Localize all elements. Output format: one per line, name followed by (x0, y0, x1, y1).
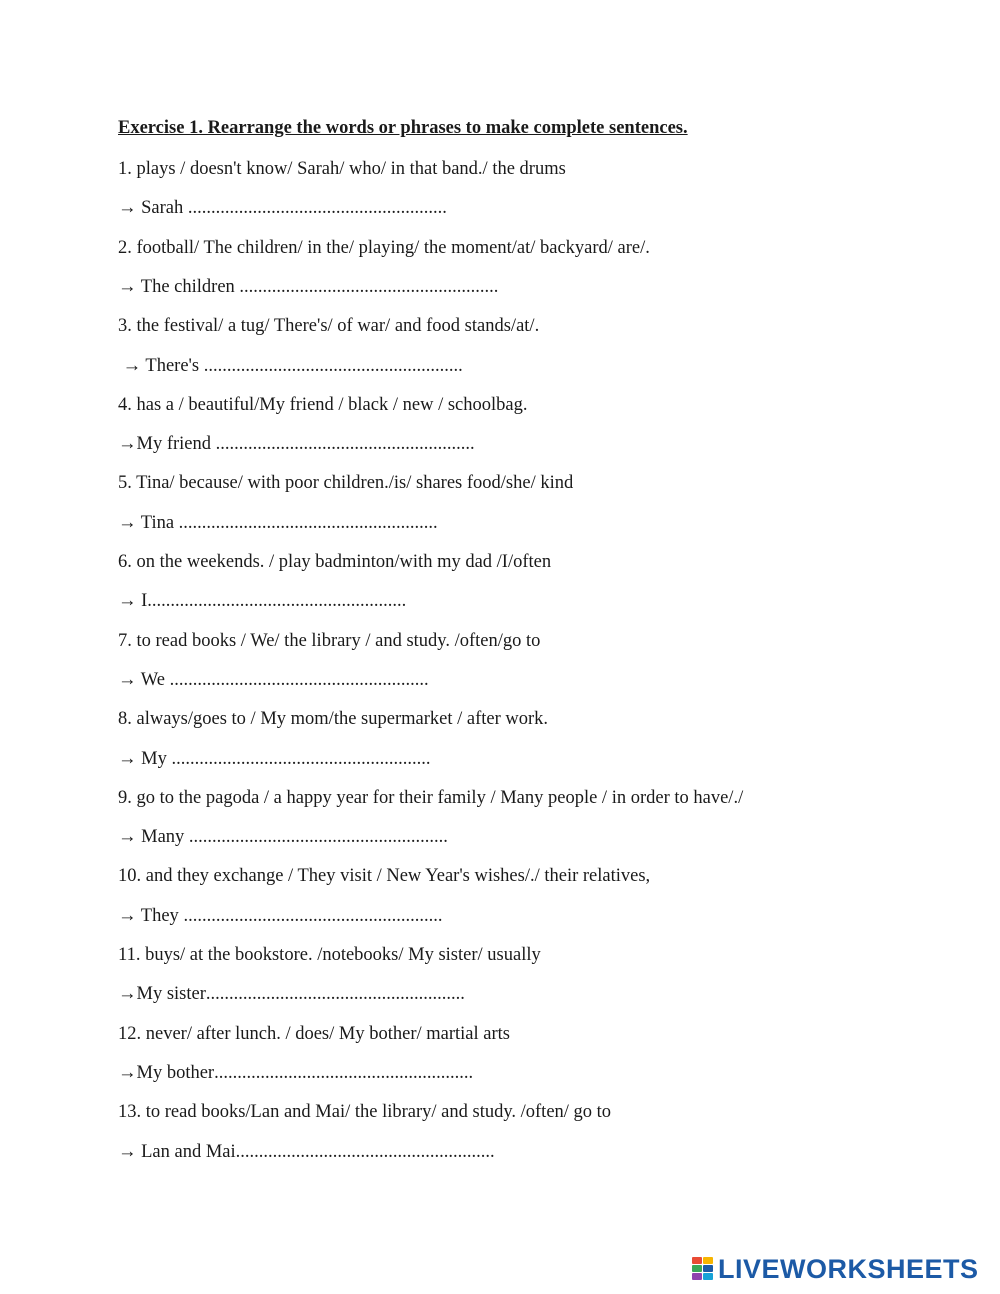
question-prompt: 4. has a / beautiful/My friend / black / new / schoolbag. (118, 394, 528, 415)
answer-row (118, 511, 479, 535)
answer-row (118, 982, 506, 1006)
answer-prefix: → Many (118, 827, 189, 848)
answer-input[interactable] (171, 749, 471, 770)
question-prompt: 10. and they exchange / They visit / New Year's wishes/./ their relatives, (118, 866, 651, 887)
answer-row (118, 275, 539, 299)
question-prompt: 13. to read books/Lan and Mai/ the library/ and study. /often/ go to (118, 1102, 612, 1123)
question-prompt: 1. plays / doesn't know/ Sarah/ who/ in that band./ the drums (118, 159, 566, 179)
answer-input[interactable] (214, 1063, 514, 1084)
question-prompt: 5. Tina/ because/ with poor children./is/ shares food/she/ kind (118, 473, 574, 494)
answer-input[interactable] (206, 984, 506, 1005)
answer-row (118, 432, 516, 456)
question-prompt: 3. the festival/ a tug/ There's/ of war/ and food stands/at/. (118, 316, 540, 337)
answer-input[interactable] (183, 906, 483, 927)
answer-input[interactable] (189, 827, 489, 848)
logo-text: LIVEWORKSHEETS (718, 1254, 979, 1284)
answer-prefix: → Lan and Mai (118, 1141, 236, 1162)
answer-input[interactable] (204, 356, 504, 377)
answer-row (118, 1061, 514, 1085)
answer-prefix: → We (118, 669, 170, 690)
answer-prefix: →My bother (118, 1062, 215, 1083)
question-prompt: 2. football/ The children/ in the/ playing/ the moment/at/ backyard/ are/. (118, 237, 650, 258)
answer-prefix: → There's (118, 355, 204, 376)
answer-prefix: → I (118, 591, 148, 612)
answer-prefix: → Tina (118, 512, 179, 533)
answer-row (118, 904, 483, 928)
question-prompt: 8. always/goes to / My mom/the supermarket / after work. (118, 709, 549, 730)
answer-prefix: →My friend (118, 434, 216, 455)
answer-row (118, 668, 470, 692)
question-prompt: 7. to read books / We/ the library / and study. /often/go to (118, 630, 541, 651)
answer-row (118, 747, 471, 771)
question-prompt: 12. never/ after lunch. / does/ My bother/ martial arts (118, 1023, 510, 1044)
question-prompt: 11. buys/ at the bookstore. /notebooks/ My sister/ usually (118, 945, 541, 965)
answer-input[interactable] (147, 591, 447, 612)
answer-prefix: → The children (118, 276, 240, 297)
answer-input[interactable] (188, 198, 488, 219)
liveworksheets-logo-icon (692, 1257, 714, 1281)
answer-row (118, 354, 504, 378)
answer-input[interactable] (239, 277, 539, 298)
answer-row (118, 1140, 536, 1164)
answer-row (118, 196, 488, 220)
answer-prefix: → My (118, 748, 172, 769)
answer-input[interactable] (216, 434, 516, 455)
question-prompt: 6. on the weekends. / play badminton/with my dad /I/often (118, 552, 552, 572)
question-prompt: 9. go to the pagoda / a happy year for their family / Many people / in order to have/./ (118, 787, 744, 808)
answer-input[interactable] (170, 670, 470, 691)
answer-prefix: → Sarah (118, 198, 188, 219)
liveworksheets-logo (692, 1254, 979, 1284)
answer-prefix: → They (118, 905, 184, 926)
answer-row (118, 825, 489, 849)
exercise-title: Exercise 1. Rearrange the words or phrases to make complete sentences. (118, 118, 688, 138)
answer-prefix: →My sister (118, 984, 206, 1005)
answer-row (118, 589, 447, 613)
answer-input[interactable] (179, 513, 479, 534)
answer-input[interactable] (236, 1142, 536, 1163)
